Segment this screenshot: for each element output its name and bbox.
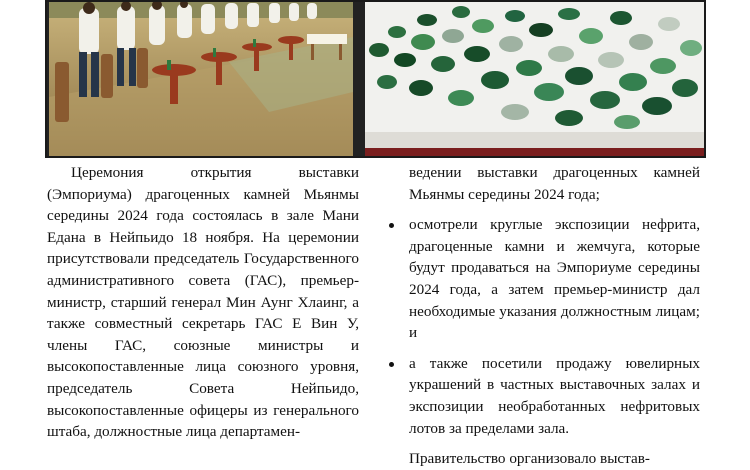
bullet-text: осмотрели круглые экспозиции нефрита, драгоценные камни и жемчуга, которые будут продаваться на Эмпориуме середины 2024 года, а затем премьер-министр дал необходимые указания должностным лицам; и — [409, 216, 700, 342]
article-paragraph: Церемония открытия выставки (Эмпориума) драгоценных камней Мьянмы середины 2024 года состоялась в зале Мани Едана в Нейпьидо 18 ноября. На церемонии присутствовали председатель Государственного административного совета (ГАС), премьер-министр, старший генерал Мин Аунг Хлаинг, а также совместный секретарь ГАС Е Вин У, члены ГАС, союзные министры и высокопоставленные лица союзного уровня, председатель Совета Нейпьидо, высокопоставленные офицеры из генерального штаба, должностные лица департамен- — [47, 164, 359, 441]
bullet-list — [409, 214, 700, 439]
bullet-item-jewelry — [409, 353, 700, 439]
photo-strip — [45, 0, 706, 158]
ceremony-hall-photo — [49, 2, 353, 156]
continued-text: ведении выставки драгоценных камней Мьянмы середины 2024 года; — [409, 164, 700, 203]
tail-text: Правительство организовало выстав- — [409, 450, 650, 468]
bullet-text: а также посетили продажу ювелирных украшений в частных выставочных залах и экспозиции необработанных нефритовых лотов за пределами зала. — [409, 354, 700, 437]
bullet-item-inspection — [409, 214, 700, 344]
right-text-column — [409, 162, 700, 470]
left-text-column — [47, 162, 359, 443]
jade-stones-photo — [365, 2, 704, 156]
